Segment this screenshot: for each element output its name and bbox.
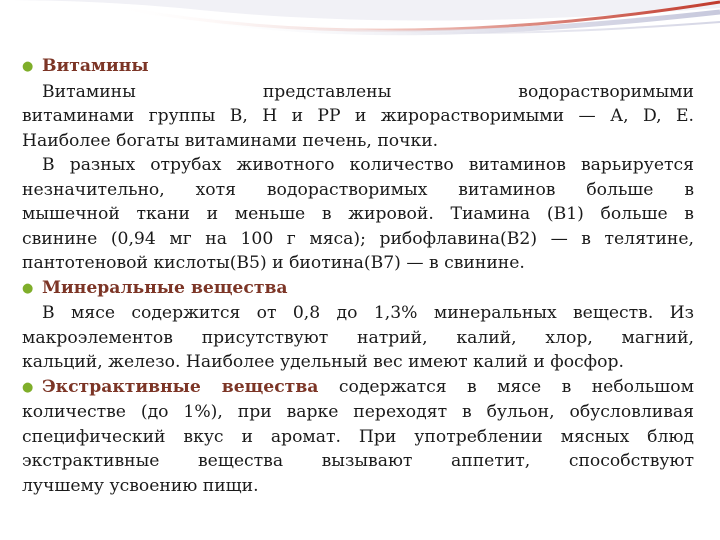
text-line: В разных отрубах животного количество витаминов варьируется <box>42 155 694 175</box>
text-line: В мясе содержится от 0,8 до 1,3% минеральных веществ. Из <box>42 303 694 323</box>
text-fragment: содержатся в мясе в небольшом <box>338 376 694 397</box>
text-line: витаминами группы В, Н и РР и жирорастворимыми — А, D, Е. <box>22 106 694 126</box>
text-line: количестве (до 1%), при варке переходят в бульон, обусловливая <box>22 402 694 422</box>
text-line <box>22 80 694 105</box>
text-line: Наиболее богаты витаминами печень, почки. <box>22 130 439 151</box>
text-line: свинине (0,94 мг на 100 г мяса); рибофлавина(В2) — в телятине, <box>22 228 694 249</box>
text-line: макроэлементов присутствуют натрий, калий, хлор, магний, <box>22 327 694 348</box>
text-line: незначительно, хотя водорастворимых витаминов больше в <box>22 179 694 200</box>
heading-vitamins: Витамины <box>42 56 149 76</box>
bullet-extractives <box>22 375 694 401</box>
text-line: пантотеновой кислоты(В5) и биотина(В7) — в свинине. <box>22 253 525 273</box>
bullet-minerals <box>22 276 694 302</box>
bullet-vitamins <box>22 54 694 80</box>
text-fragment: Витамины <box>42 81 136 102</box>
text-line: лучшему усвоению пищи. <box>22 475 259 496</box>
heading-extractives: Экстрактивные вещества <box>42 376 319 397</box>
slide-content <box>22 54 694 498</box>
text-line: специфический вкус и аромат. При употреблении мясных блюд <box>22 426 694 447</box>
text-line: экстрактивные вещества вызывают аппетит, способствуют <box>22 451 694 471</box>
heading-minerals: Минеральные вещества <box>42 277 288 298</box>
text-fragment: представлены водорастворимыми <box>262 81 694 102</box>
text-line: кальций, железо. Наиболее удельный вес имеют калий и фосфор. <box>22 352 624 372</box>
text-line: мышечной ткани и меньше в жировой. Тиамина (В1) больше в <box>22 204 694 224</box>
bullet-icon: ● <box>22 379 34 395</box>
bullet-icon: ● <box>22 59 34 74</box>
bullet-icon: ● <box>22 280 34 296</box>
